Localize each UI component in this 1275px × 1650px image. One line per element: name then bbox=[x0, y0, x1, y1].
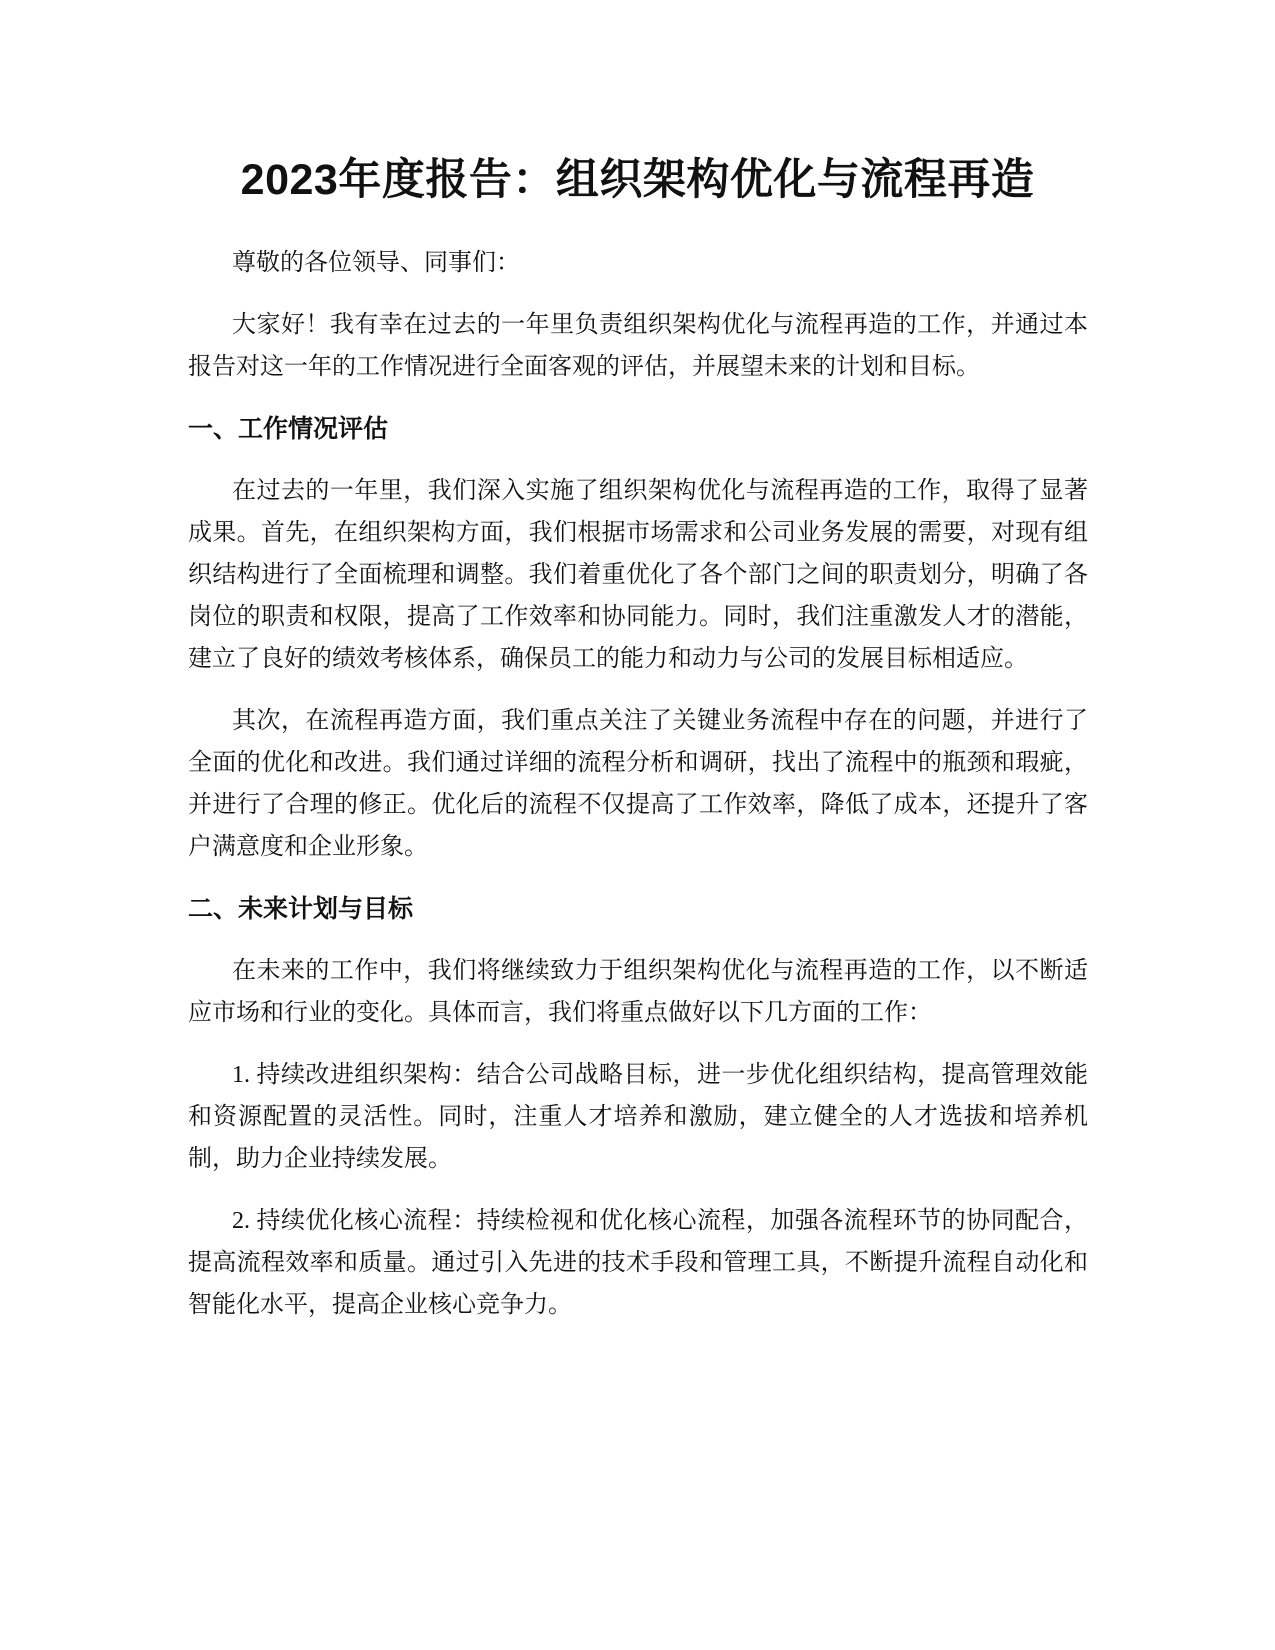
section-heading-future-plans: 二、未来计划与目标 bbox=[188, 895, 414, 923]
intro-paragraph: 大家好！我有幸在过去的一年里负责组织架构优化与流程再造的工作，并通过本报告对这一年的工作情况进行全面客观的评估，并展望未来的计划和目标。 bbox=[188, 312, 1088, 380]
future-plans-item-1: 1. 持续改进组织架构：结合公司战略目标，进一步优化组织结构，提高管理效能和资源配置的灵活性。同时，注重人才培养和激励，建立健全的人才选拔和培养机制，助力企业持续发展。 bbox=[188, 1062, 1088, 1172]
evaluation-paragraph-2: 其次，在流程再造方面，我们重点关注了关键业务流程中存在的问题，并进行了全面的优化和改进。我们通过详细的流程分析和调研，找出了流程中的瓶颈和瑕疵，并进行了合理的修正。优化后的流程不仅提高了工作效率，降低了成本，还提升了客户满意度和企业形象。 bbox=[188, 708, 1088, 860]
future-plans-paragraph-1: 在未来的工作中，我们将继续致力于组织架构优化与流程再造的工作，以不断适应市场和行业的变化。具体而言，我们将重点做好以下几方面的工作： bbox=[188, 958, 1088, 1026]
salutation: 尊敬的各位领导、同事们： bbox=[232, 250, 520, 276]
document-body bbox=[188, 242, 1088, 1346]
section-heading-evaluation: 一、工作情况评估 bbox=[188, 415, 389, 443]
document-title: 2023年度报告：组织架构优化与流程再造 bbox=[240, 156, 1035, 204]
future-plans-item-2: 2. 持续优化核心流程：持续检视和优化核心流程，加强各流程环节的协同配合，提高流程效率和质量。通过引入先进的技术手段和管理工具，不断提升流程自动化和智能化水平，提高企业核心竞争力。 bbox=[188, 1208, 1088, 1318]
evaluation-paragraph-1: 在过去的一年里，我们深入实施了组织架构优化与流程再造的工作，取得了显著成果。首先，在组织架构方面，我们根据市场需求和公司业务发展的需要，对现有组织结构进行了全面梳理和调整。我们着重优化了各个部门之间的职责划分，明确了各岗位的职责和权限，提高了工作效率和协同能力。同时，我们注重激发人才的潜能，建立了良好的绩效考核体系，确保员工的能力和动力与公司的发展目标相适应。 bbox=[188, 478, 1088, 672]
